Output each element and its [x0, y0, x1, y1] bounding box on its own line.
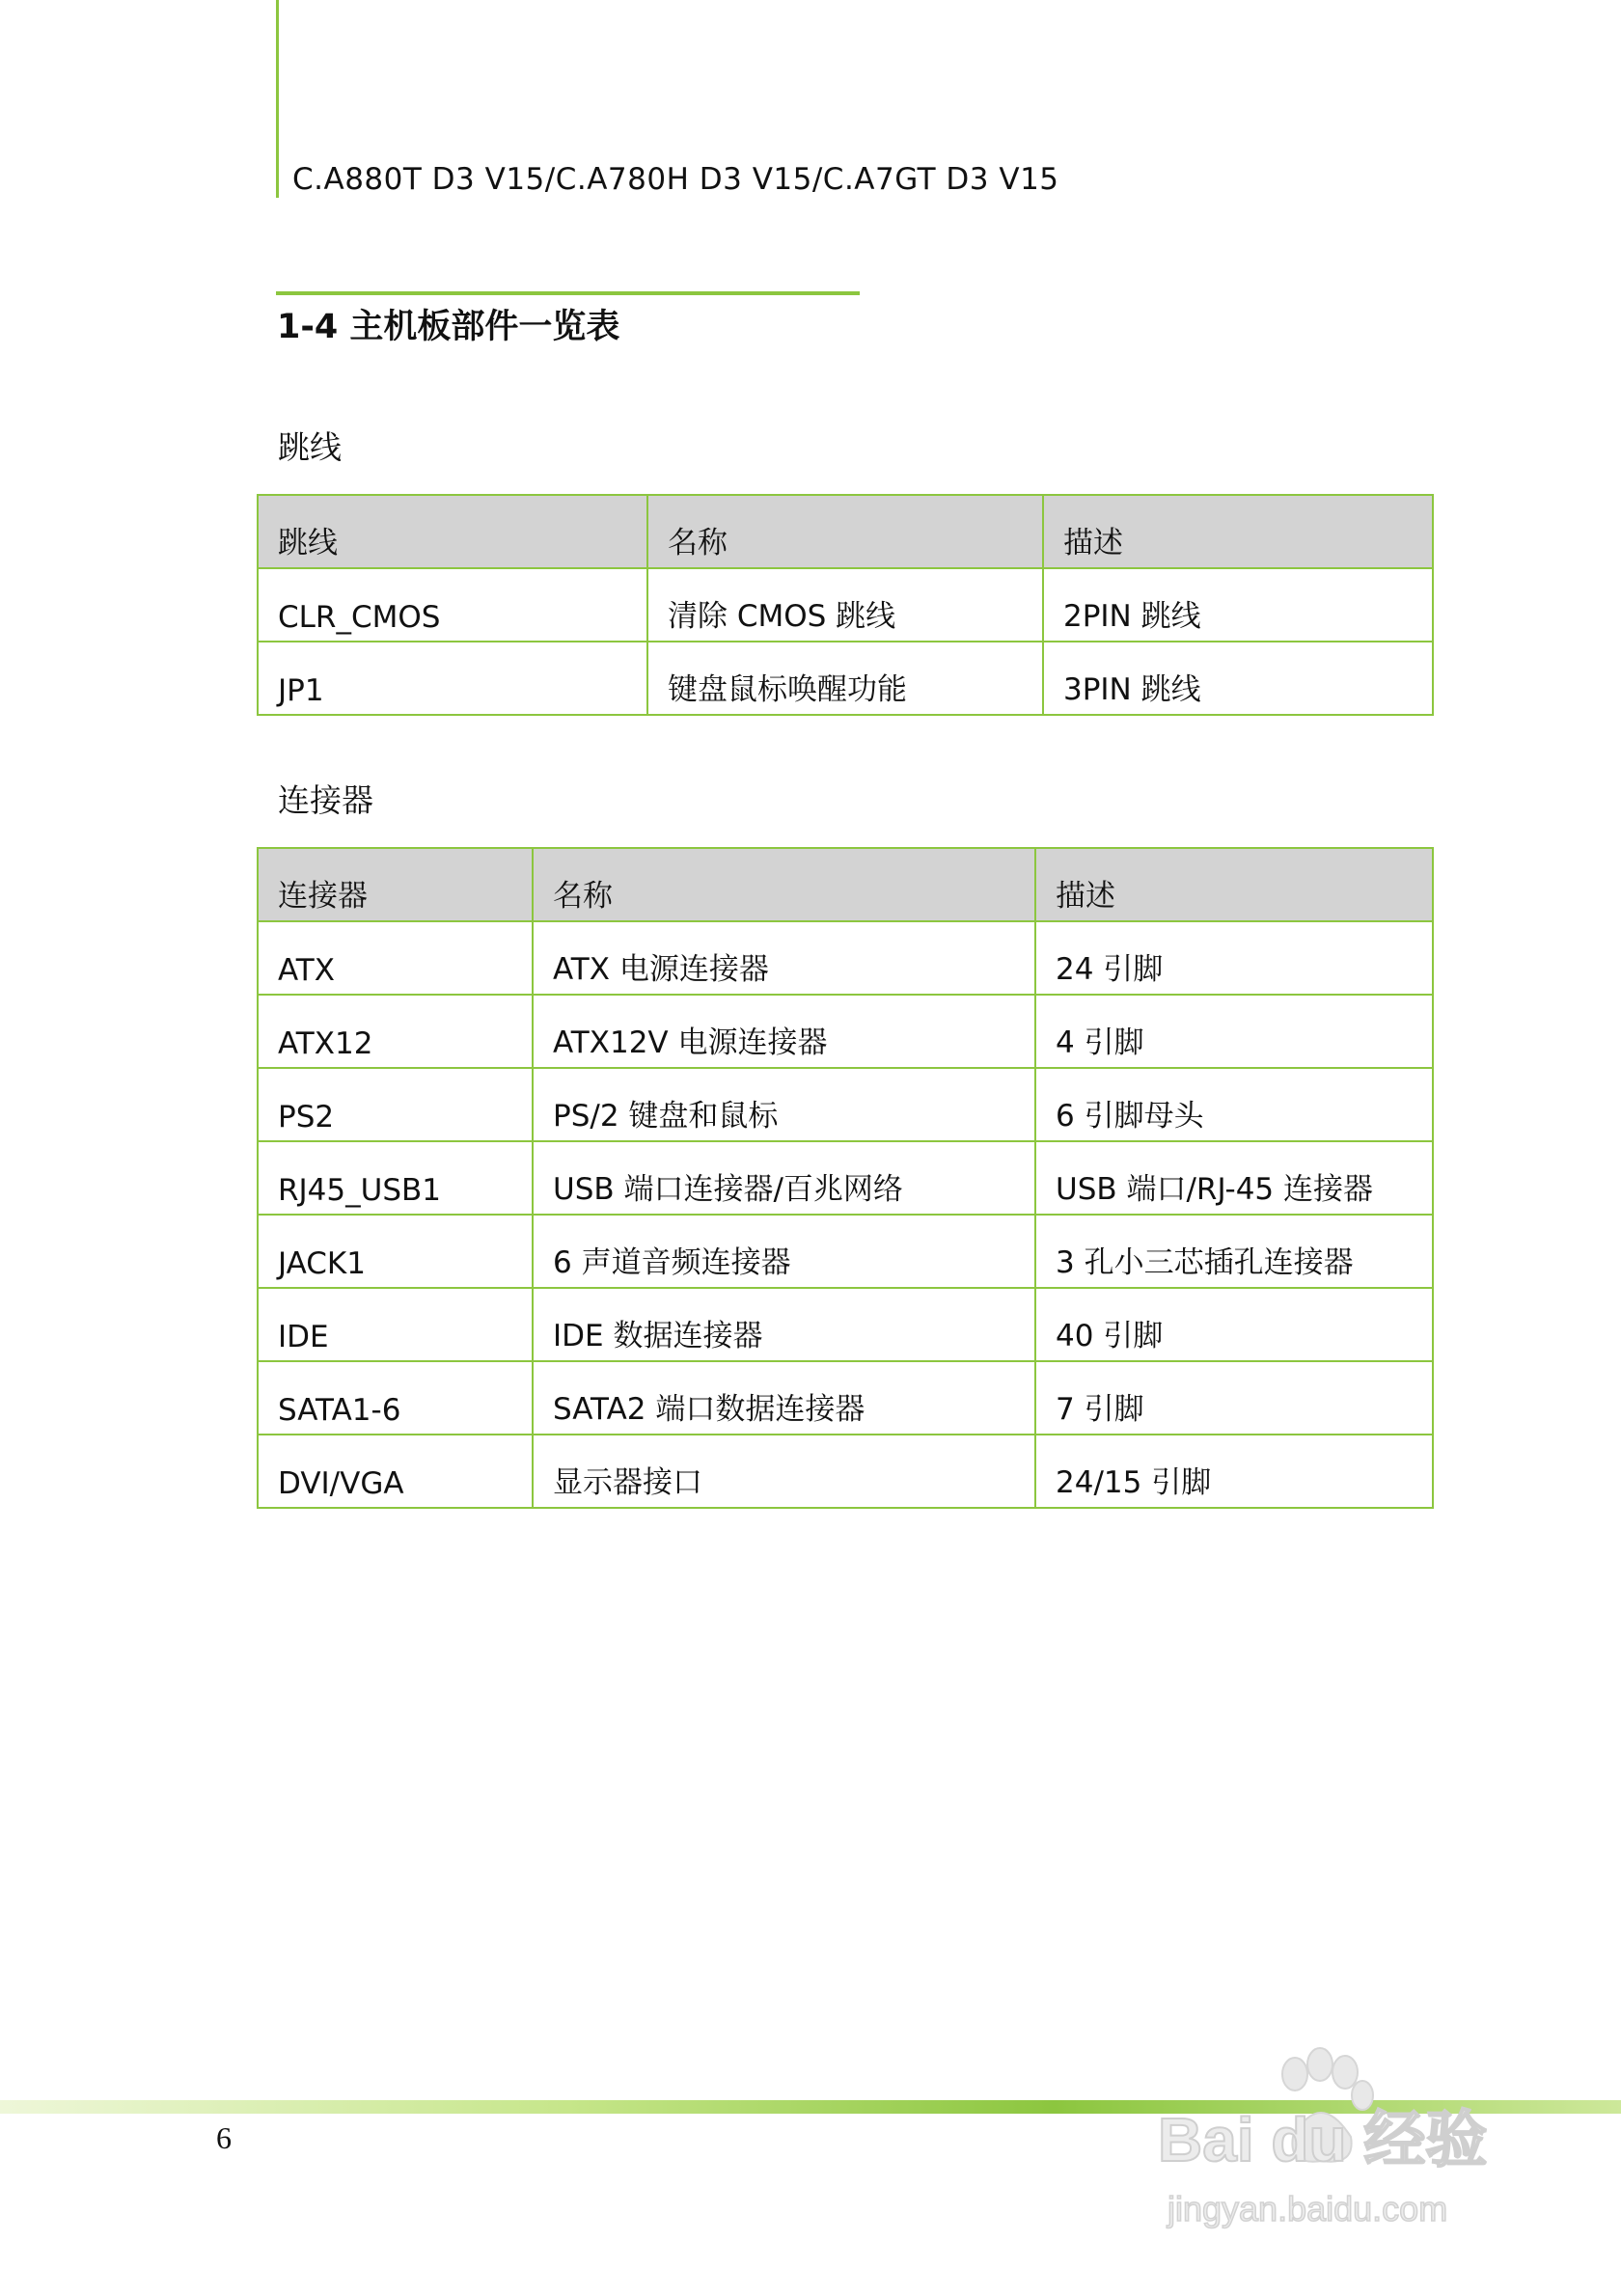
section-title: 1-4 主机板部件一览表 [277, 308, 620, 346]
column-header-description: 描述 [1035, 848, 1433, 921]
cell-description: USB 端口/RJ-45 连接器 [1035, 1141, 1433, 1215]
cell-connector: IDE [258, 1288, 533, 1361]
cell-name: 键盘鼠标唤醒功能 [647, 642, 1043, 715]
paw-toe-icon [1333, 2056, 1358, 2089]
column-header-name: 名称 [533, 848, 1035, 921]
column-header-description: 描述 [1043, 495, 1433, 568]
table-row [258, 1435, 1433, 1508]
cell-jumper: JP1 [258, 642, 647, 715]
cell-description: 4 引脚 [1035, 995, 1433, 1068]
cell-connector: DVI/VGA [258, 1435, 533, 1508]
cell-description: 24/15 引脚 [1035, 1435, 1433, 1508]
cell-name: ATX 电源连接器 [533, 921, 1035, 995]
jumpers-heading: 跳线 [278, 428, 342, 466]
cell-name: USB 端口连接器/百兆网络 [533, 1141, 1035, 1215]
connectors-table [257, 847, 1434, 1509]
cell-name: 显示器接口 [533, 1435, 1035, 1508]
cell-description: 3 孔小三芯插孔连接器 [1035, 1215, 1433, 1288]
paw-toe-icon [1307, 2048, 1333, 2081]
cell-name: 清除 CMOS 跳线 [647, 568, 1043, 642]
cell-description: 3PIN 跳线 [1043, 642, 1433, 715]
cell-name: SATA2 端口数据连接器 [533, 1361, 1035, 1435]
table-row [258, 1215, 1433, 1288]
cell-name: IDE 数据连接器 [533, 1288, 1035, 1361]
watermark-url: jingyan.baidu.com [1168, 2189, 1448, 2228]
page-number: 6 [216, 2120, 232, 2155]
cell-connector: ATX12 [258, 995, 533, 1068]
header-accent-bar [276, 0, 279, 198]
table-row [258, 1068, 1433, 1141]
column-header-jumper: 跳线 [258, 495, 647, 568]
table-row [258, 642, 1433, 715]
table-row [258, 568, 1433, 642]
cell-description: 40 引脚 [1035, 1288, 1433, 1361]
cell-description: 7 引脚 [1035, 1361, 1433, 1435]
jumpers-table [257, 494, 1434, 716]
table-row [258, 1141, 1433, 1215]
connectors-heading: 连接器 [278, 781, 373, 819]
cell-connector: PS2 [258, 1068, 533, 1141]
paw-toe-icon [1282, 2058, 1307, 2091]
table-row [258, 995, 1433, 1068]
cell-connector: SATA1-6 [258, 1361, 533, 1435]
table-row [258, 1288, 1433, 1361]
table-row [258, 921, 1433, 995]
cell-description: 2PIN 跳线 [1043, 568, 1433, 642]
section-rule [276, 291, 860, 295]
table-header-row [258, 495, 1433, 568]
table-row [258, 1361, 1433, 1435]
document-title: C.A880T D3 V15/C.A780H D3 V15/C.A7GT D3 V15 [292, 162, 1059, 197]
baidu-jingyan-watermark [1148, 2045, 1553, 2238]
cell-connector: JACK1 [258, 1215, 533, 1288]
cell-name: 6 声道音频连接器 [533, 1215, 1035, 1288]
column-header-connector: 连接器 [258, 848, 533, 921]
cell-description: 6 引脚母头 [1035, 1068, 1433, 1141]
watermark-brand: Bai du 经验 [1158, 2105, 1488, 2174]
cell-connector: ATX [258, 921, 533, 995]
cell-jumper: CLR_CMOS [258, 568, 647, 642]
cell-name: ATX12V 电源连接器 [533, 995, 1035, 1068]
cell-connector: RJ45_USB1 [258, 1141, 533, 1215]
table-header-row [258, 848, 1433, 921]
cell-name: PS/2 键盘和鼠标 [533, 1068, 1035, 1141]
column-header-name: 名称 [647, 495, 1043, 568]
cell-description: 24 引脚 [1035, 921, 1433, 995]
